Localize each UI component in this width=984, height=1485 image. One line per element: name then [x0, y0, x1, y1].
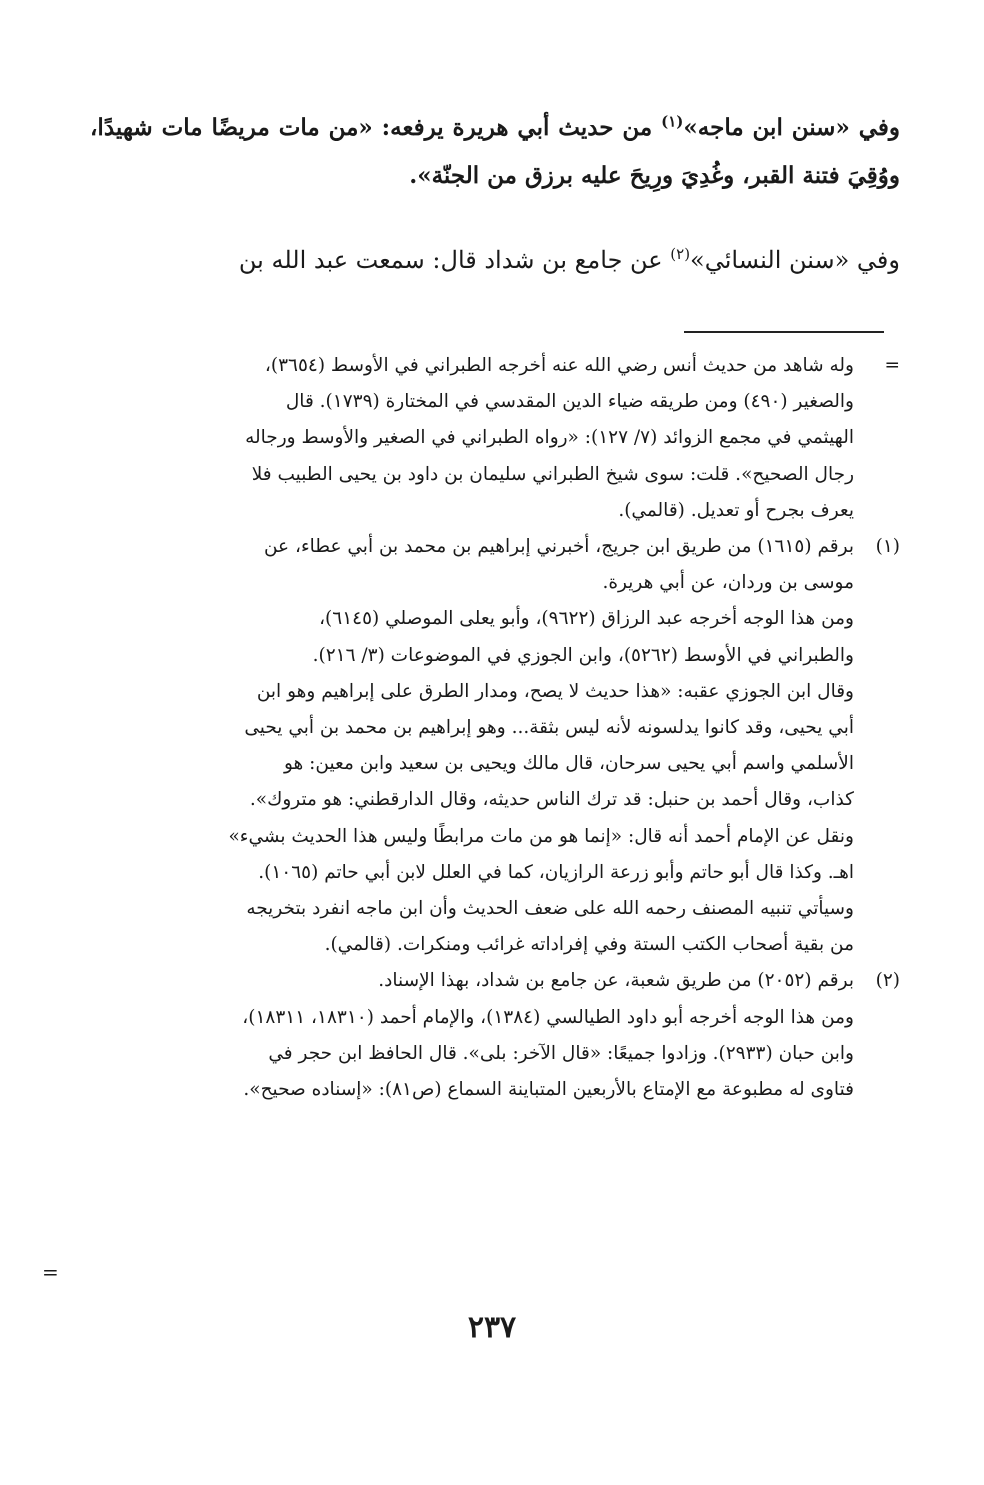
- footnote-text: برقم (٢٠٥٢) من طريق شعبة، عن جامع بن شداد، بهذا الإسناد.: [378, 970, 854, 992]
- footnote-line: [90, 348, 900, 384]
- footnote-ref-2: (٢): [670, 245, 691, 263]
- footnote-text: وابن حبان (٢٩٣٣). وزادوا جميعًا: «قال الآخر: بلى». قال الحافظ ابن حجر في: [268, 1042, 854, 1064]
- footnote-text: الأسلمي واسم أبي يحيى سرحان، قال مالك ويحيى بن سعيد وابن معين: هو: [283, 753, 854, 775]
- footnote-line: [90, 493, 900, 529]
- footnote-text: ونقل عن الإمام أحمد أنه قال: «إنما هو من مات مرابطًا وليس هذا الحديث بشيء»: [228, 825, 854, 847]
- footnote-text: وله شاهد من حديث أنس رضي الله عنه أخرجه الطبراني في الأوسط (٣٦٥٤)،: [264, 355, 854, 376]
- footnote-line: [90, 782, 900, 818]
- footnote-text: ومن هذا الوجه أخرجه أبو داود الطيالسي (١٣٨٤)، والإمام أحمد (١٨٣١٠، ١٨٣١١)،: [242, 1006, 854, 1028]
- footnote-line: [90, 855, 900, 891]
- footnote-line: [90, 927, 900, 963]
- footnote-line: [90, 963, 900, 999]
- footnote-line: [90, 819, 900, 855]
- footnote-line: [90, 1000, 900, 1036]
- paragraph-1-rest: من حديث أبي هريرة يرفعه: «من مات مريضًا مات شهيدًا، ووُقِيَ فتنة القبر، وغُدِيَ ورِيحَ عليه برزق من الجنّة».: [90, 114, 900, 189]
- footnote-line: [90, 1072, 900, 1108]
- footnote-text: برقم (١٦١٥) من طريق ابن جريج، أخبرني إبراهيم بن محمد بن أبي عطاء، عن: [263, 536, 854, 558]
- footnote-marker: (١): [875, 536, 900, 558]
- footnote-text: رجال الصحيح». قلت: سوى شيخ الطبراني سليمان بن داود بن يحيى الطبيب فلا: [251, 463, 854, 485]
- footnote-line: [90, 529, 900, 565]
- footnote-marker: (٢): [875, 970, 900, 992]
- footnote-text: والصغير (٤٩٠) ومن طريقه ضياء الدين المقدسي في المختارة (١٧٣٩). قال: [285, 391, 854, 413]
- footnote-text: موسى بن وردان، عن أبي هريرة.: [602, 572, 854, 594]
- footnote-text: ومن هذا الوجه أخرجه عبد الرزاق (٩٦٢٢)، وأبو يعلى الموصلي (٦١٤٥)،: [319, 608, 854, 630]
- footnote-line: [90, 601, 900, 637]
- continuation-mark: =: [42, 1260, 59, 1284]
- footnote-text: أبي يحيى، وقد كانوا يدلسونه لأنه ليس بثقة... وهو إبراهيم بن محمد بن أبي يحيى: [244, 717, 854, 739]
- footnote-marker: =: [884, 355, 900, 376]
- footnote-text: وقال ابن الجوزي عقبه: «هذا حديث لا يصح، ومدار الطرق على إبراهيم وهو ابن: [256, 680, 854, 702]
- footnote-line: [90, 638, 900, 674]
- footnote-ref-1: (١): [661, 112, 684, 131]
- footnote-line: [90, 565, 900, 601]
- footnote-text: فتاوى له مطبوعة مع الإمتاع بالأربعين المتباينة السماع (ص٨١): «إسناده صحيح».: [243, 1079, 854, 1101]
- footnote-line: [90, 384, 900, 420]
- footnote-line: [90, 674, 900, 710]
- footnote-line: [90, 457, 900, 493]
- footnote-text: الهيثمي في مجمع الزوائد (٧/ ١٢٧): «رواه الطبراني في الصغير والأوسط ورجاله: [245, 427, 854, 449]
- footnote-text: يعرف بجرح أو تعديل. (قالمي).: [618, 499, 854, 521]
- footnote-line: [90, 420, 900, 456]
- paragraph-1-start: وفي «سنن ابن ماجه»: [683, 114, 900, 141]
- footnote-text: والطبراني في الأوسط (٥٢٦٢)، وابن الجوزي في الموضوعات (٣/ ٢١٦).: [312, 644, 854, 666]
- footnotes-block: [90, 348, 900, 1108]
- footnote-line: [90, 710, 900, 746]
- footnote-line: [90, 891, 900, 927]
- page-number: ٢٣٧: [467, 1310, 517, 1345]
- footnote-line: [90, 746, 900, 782]
- paragraph-2-start: وفي «سنن النسائي»: [690, 246, 900, 274]
- footnote-text: اهـ. وكذا قال أبو حاتم وأبو زرعة الرازيان، كما في العلل لابن أبي حاتم (١٠٦٥).: [258, 861, 854, 883]
- footnote-separator: [684, 331, 884, 333]
- main-paragraph-2: [90, 236, 900, 284]
- footnote-text: من بقية أصحاب الكتب الستة وفي إفراداته غرائب ومنكرات. (قالمي).: [324, 934, 854, 956]
- footnote-text: وسيأتي تنبيه المصنف رحمه الله على ضعف الحديث وأن ابن ماجه انفرد بتخريجه: [246, 898, 854, 920]
- footnote-text: كذاب، وقال أحمد بن حنبل: قد ترك الناس حديثه، وقال الدارقطني: هو متروك».: [249, 789, 854, 811]
- footnote-line: [90, 1036, 900, 1072]
- paragraph-2-rest: عن جامع بن شداد قال: سمعت عبد الله بن: [238, 246, 671, 274]
- main-paragraph-1: [90, 104, 900, 200]
